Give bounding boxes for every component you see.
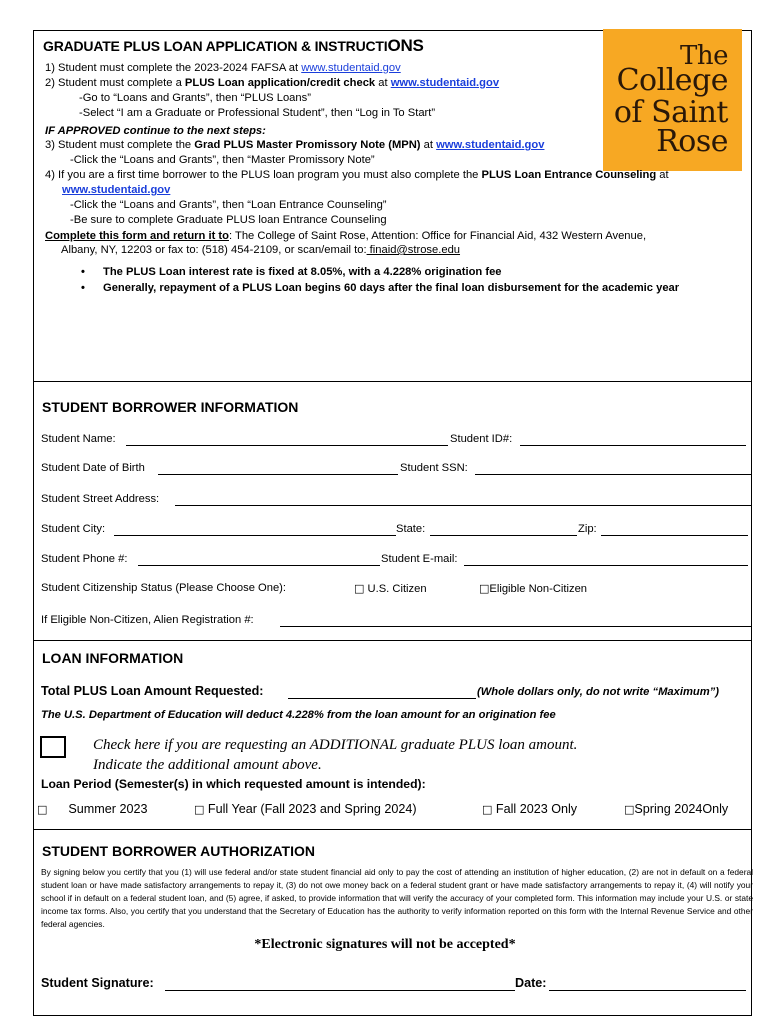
state-field[interactable]	[430, 535, 577, 536]
loan-amount-label: Total PLUS Loan Amount Requested:	[41, 684, 264, 698]
studentaid-link[interactable]: www.studentaid.gov	[301, 62, 401, 74]
step-2-sub-2: -Select “I am a Graduate or Professional Student”, then “Log in To Start”	[79, 107, 436, 119]
section-divider	[33, 640, 752, 641]
date-label: Date:	[515, 976, 547, 990]
additional-amount-checkbox[interactable]	[40, 736, 66, 758]
step-5: Complete this form and return it to: The College of Saint Rose, Attention: Office for Financial Aid, 432 Western Avenue,	[45, 230, 647, 242]
if-approved-heading: IF APPROVED continue to the next steps:	[45, 125, 266, 137]
form-title: GRADUATE PLUS LOAN APPLICATION & INSTRUCTIONS	[43, 36, 424, 55]
street-address-field[interactable]	[175, 505, 751, 506]
loan-info-heading: LOAN INFORMATION	[42, 650, 184, 666]
step-1: 1) Student must complete the 2023-2024 FAFSA at www.studentaid.gov	[45, 62, 401, 74]
student-ssn-field[interactable]	[475, 474, 751, 475]
student-name-field[interactable]	[126, 445, 448, 446]
student-id-label: Student ID#:	[450, 433, 513, 445]
city-field[interactable]	[114, 535, 396, 536]
city-label: Student City:	[41, 523, 106, 535]
step-3: 3) Student must complete the Grad PLUS Master Promissory Note (MPN) at www.studentaid.gov	[45, 139, 545, 151]
step-2-sub-1: -Go to “Loans and Grants”, then “PLUS Loans”	[79, 92, 311, 104]
studentaid-link[interactable]: www.studentaid.gov	[436, 139, 545, 151]
full-year-option[interactable]: □ Full Year (Fall 2023 and Spring 2024)	[194, 802, 417, 816]
origination-fee-note: The U.S. Department of Education will deduct 4.228% from the loan amount for an origination fee	[41, 709, 556, 721]
phone-label: Student Phone #:	[41, 553, 128, 565]
email-label: Student E-mail:	[381, 553, 458, 565]
checkbox-icon: □	[479, 582, 490, 595]
eligible-non-citizen-option[interactable]: □Eligible Non-Citizen	[479, 582, 588, 595]
studentaid-link[interactable]: www.studentaid.gov	[390, 77, 500, 89]
loan-amount-field[interactable]	[288, 698, 476, 699]
loan-period-label: Loan Period (Semester(s) in which requested amount is intended):	[41, 777, 426, 791]
section-divider	[33, 381, 752, 382]
checkbox-icon: □	[482, 803, 493, 816]
signature-label: Student Signature:	[41, 976, 154, 990]
additional-amount-text: Indicate the additional amount above.	[93, 757, 322, 773]
checkbox-icon: □	[624, 803, 635, 816]
student-id-field[interactable]	[520, 445, 746, 446]
checkbox-icon: □	[354, 582, 365, 595]
alien-registration-label: If Eligible Non-Citizen, Alien Registration #:	[41, 614, 254, 626]
interest-rate-bullet: • The PLUS Loan interest rate is fixed at 8.05%, with a 4.228% origination fee	[103, 265, 502, 279]
borrower-info-heading: STUDENT BORROWER INFORMATION	[42, 399, 299, 415]
step-4-sub-1: -Click the “Loans and Grants”, then “Loan Entrance Counseling”	[70, 199, 387, 211]
studentaid-link[interactable]: www.studentaid.gov	[62, 184, 171, 196]
finaid-email-link[interactable]: finaid@strose.edu	[366, 244, 461, 256]
student-name-label: Student Name:	[41, 433, 116, 445]
step-3-sub: -Click the “Loans and Grants”, then “Master Promissory Note”	[70, 154, 375, 166]
fall-2023-option[interactable]: □ Fall 2023 Only	[482, 802, 578, 816]
zip-field[interactable]	[601, 535, 748, 536]
authorization-heading: STUDENT BORROWER AUTHORIZATION	[42, 843, 315, 859]
checkbox-icon: □	[37, 803, 48, 816]
additional-amount-text: Check here if you are requesting an ADDITIONAL graduate PLUS loan amount.	[93, 737, 578, 753]
college-logo: The College of Saint Rose	[603, 29, 742, 171]
student-dob-field[interactable]	[158, 474, 398, 475]
street-address-label: Student Street Address:	[41, 493, 160, 505]
step-4: 4) If you are a first time borrower to the PLUS loan program you must also complete the PLUS Loan Entrance Counseling at	[45, 169, 669, 181]
phone-field[interactable]	[138, 565, 380, 566]
citizenship-label: Student Citizenship Status (Please Choose One):	[41, 582, 287, 594]
spring-2024-option[interactable]: □Spring 2024Only	[624, 802, 729, 816]
step-5-line-2: Albany, NY, 12203 or fax to: (518) 454-2109, or scan/email to: finaid@strose.edu	[61, 244, 461, 256]
zip-label: Zip:	[578, 523, 597, 535]
email-field[interactable]	[464, 565, 748, 566]
repayment-bullet: • Generally, repayment of a PLUS Loan begins 60 days after the final loan disbursement for the academic year	[103, 281, 679, 295]
us-citizen-option[interactable]: □ U.S. Citizen	[354, 582, 427, 595]
state-label: State:	[396, 523, 426, 535]
authorization-text: By signing below you certify that you (1) will use federal and/or state student financial aid only to pay the cost of attending an institution of higher education, (2) are not in default on a federal student loan or have made satisfactory arrangements to repay it, (3) do not owe money back on a federal student grant or have made satisfactory arrangements to repay it, (4) will notify your school if in default on a federal student loan, and (5) agree, if asked, to provide information that will verify the accuracy of your completed form. This information may include your U.S. or state income tax forms. Also, you certify that you understand that the Secretary of Education has the authority to verify information reported on this form with the Internal Revenue Service and other federal agencies.	[41, 867, 753, 929]
signature-field[interactable]	[165, 990, 515, 991]
electronic-signature-notice: *Electronic signatures will not be accepted*	[254, 937, 516, 952]
step-4-sub-2: -Be sure to complete Graduate PLUS loan Entrance Counseling	[70, 214, 387, 226]
student-dob-label: Student Date of Birth	[41, 462, 145, 474]
checkbox-icon: □	[194, 803, 205, 816]
student-ssn-label: Student SSN:	[400, 462, 468, 474]
summer-2023-option[interactable]: □ Summer 2023	[37, 802, 148, 816]
date-field[interactable]	[549, 990, 746, 991]
step-2: 2) Student must complete a PLUS Loan application/credit check at www.studentaid.gov	[45, 77, 500, 89]
alien-registration-field[interactable]	[280, 626, 752, 627]
loan-amount-note: (Whole dollars only, do not write “Maximum”)	[477, 686, 719, 698]
section-divider	[33, 829, 752, 830]
